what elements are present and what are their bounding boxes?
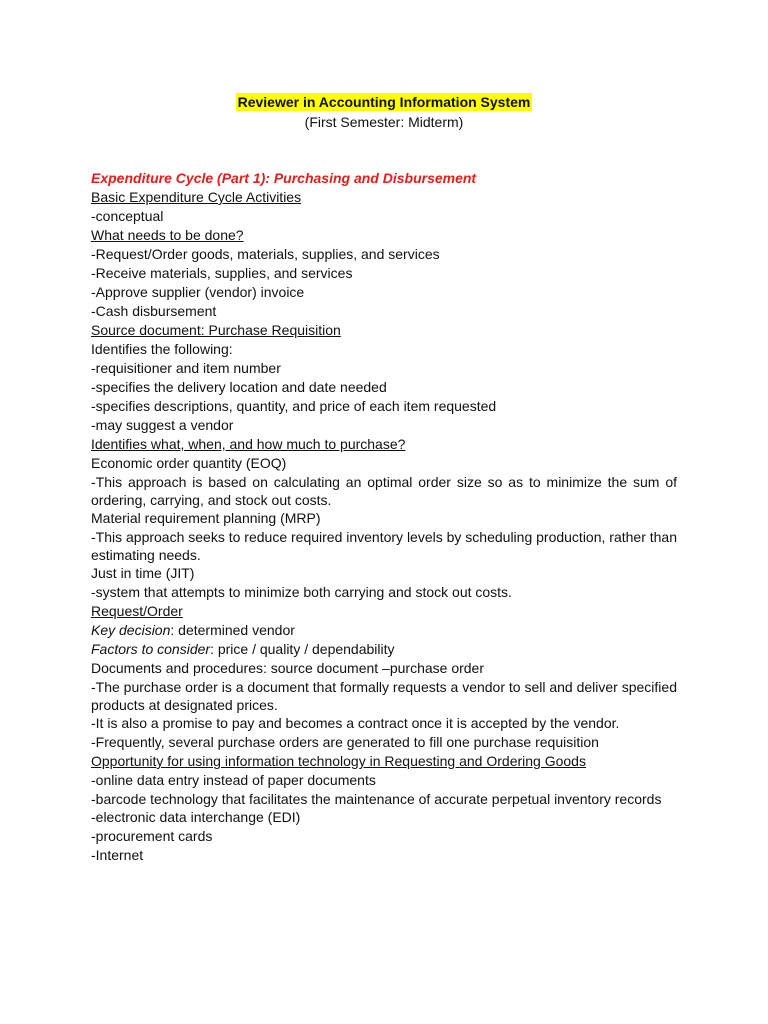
list-item: -online data entry instead of paper documents [91, 772, 376, 788]
mrp-description: -This approach seeks to reduce required inventory levels by scheduling production, rather than estimating needs. [91, 529, 677, 563]
request-order-heading: Request/Order [91, 603, 183, 619]
mrp-title: Material requirement planning (MRP) [91, 510, 321, 526]
key-decision-label: Key decision [91, 622, 171, 638]
source-document-heading: Source document: Purchase Requisition [91, 322, 341, 338]
section-title: Expenditure Cycle (Part 1): Purchasing and Disbursement [91, 170, 477, 186]
list-item: -Receive materials, supplies, and services [91, 265, 353, 281]
list-item: -barcode technology that facilitates the maintenance of accurate perpetual inventory records [91, 791, 662, 807]
list-item: -specifies descriptions, quantity, and price of each item requested [91, 398, 497, 414]
list-item: -requisitioner and item number [91, 360, 281, 376]
list-item: -Internet [91, 847, 144, 863]
list-item: -electronic data interchange (EDI) [91, 809, 301, 825]
source-intro: Identifies the following: [91, 341, 233, 357]
documents-procedures: Documents and procedures: source document –purchase order [91, 660, 484, 676]
needs-heading: What needs to be done? [91, 227, 244, 243]
identifies-heading: Identifies what, when, and how much to purchase? [91, 436, 406, 452]
list-item: -Request/Order goods, materials, supplies, and services [91, 246, 440, 262]
jit-description: -system that attempts to minimize both carrying and stock out costs. [91, 584, 512, 600]
list-item: -conceptual [91, 208, 164, 224]
list-item: -Approve supplier (vendor) invoice [91, 284, 305, 300]
title-block [0, 93, 768, 131]
factors-value: : price / quality / dependability [210, 641, 395, 657]
factors-to-consider [91, 640, 677, 659]
list-item: -may suggest a vendor [91, 417, 234, 433]
jit-title: Just in time (JIT) [91, 565, 195, 581]
document-body [91, 169, 677, 865]
list-item: -Cash disbursement [91, 303, 217, 319]
eoq-description: -This approach is based on calculating an optimal order size so as to minimize the sum of ordering, carrying, and stock out costs. [91, 474, 677, 508]
document-title: Reviewer in Accounting Information System [237, 94, 531, 110]
key-decision-value: : determined vendor [170, 622, 295, 638]
list-item: -specifies the delivery location and date needed [91, 379, 387, 395]
promise-to-pay: -It is also a promise to pay and becomes a contract once it is accepted by the vendor. [91, 715, 620, 731]
key-decision [91, 621, 677, 640]
list-item: -procurement cards [91, 828, 213, 844]
document-subtitle: (First Semester: Midterm) [304, 114, 464, 130]
purchase-order-description: -The purchase order is a document that formally requests a vendor to sell and deliver specified products at designated prices. [91, 679, 677, 713]
factors-label: Factors to consider [91, 641, 211, 657]
eoq-title: Economic order quantity (EOQ) [91, 455, 287, 471]
opportunity-heading: Opportunity for using information technology in Requesting and Ordering Goods [91, 753, 586, 769]
several-orders: -Frequently, several purchase orders are generated to fill one purchase requisition [91, 734, 599, 750]
basic-activities-heading: Basic Expenditure Cycle Activities [91, 189, 302, 205]
